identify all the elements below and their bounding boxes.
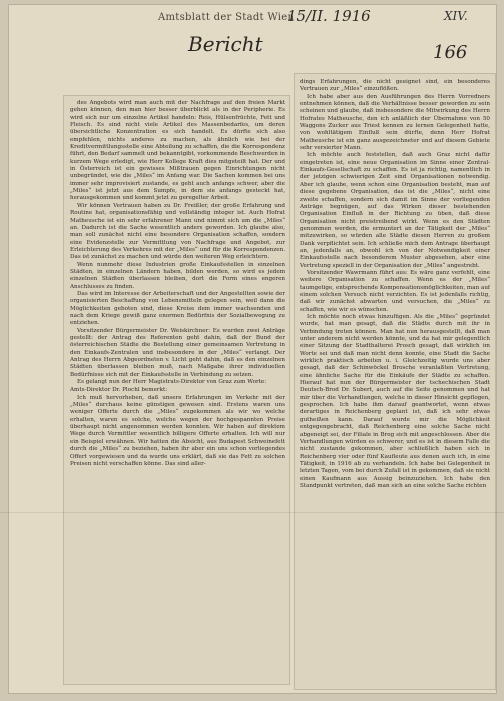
header-date: 15/II. 1916 xyxy=(287,7,371,25)
paragraph: Wir können Vertrauen haben zu Dr. Freißler, der große Erfahrung und Routine hat, organisationsfähig und vollständig integer ist. Auch Hofrat Matheusche ist ein sehr erfahrener Mann und nimmt sich um die „Miles“ an. Dadurch ist die Sache wesentlich anders geworden. Ich glaube also, man soll zunächst nicht eine besondere Organisation schaffen, sondern eine Evidenzstelle zur Vermittlung von Nachfrage und Angebot, zur Erleichterung des Verkehres mit der „Miles“ und für die Korrespondenzen. Das ist zunächst zu machen und würde den weiteren Weg erleichtern. xyxy=(70,202,285,261)
article-column-left xyxy=(70,100,285,680)
paper-fold-line xyxy=(0,512,504,513)
paragraph: des Angebots wird man auch mit der Nachfrage auf den freien Markt gehen können, den man hier besser überblickt als in der Peripherie. Es wird sich nur um einzelne Artikel handeln: Reis, Hülsenfrüchte, Fett und Fleisch. Es sind nicht viele Artikel des Massenbedarfes, um deren übersichtliche Konzentration es sich handelt. Es dürfte sich also empfehlen, nichts anderes zu machen, als ähnlich wie bei der Kreditvermittlungsstelle eine Abteilung zu schaffen, die die Korrespondenz führt, den Bedarf sammelt und bekanntgibt, vorkommende Beschwerden in kurzem Wege erledigt, wie Herr Kollege Kraft dies mitgeteilt hat. Der und in Österreich ist ein gewisses Mißtrauen gegen Einrichtungen nicht unbegründet, wie die „Miles“ im Anfang war. Die Sachen kommen bei uns immer sehr improvisiert zustande, es geht auch anfangs schwer, aber die „Miles“ ist jetzt aus dem Sumpfe, in dem sie anfangs gesteckt hat, herausgekommen und kommt jetzt zu geregelter Arbeit. xyxy=(70,100,285,202)
header-volume: XIV. xyxy=(444,9,468,23)
header-publication: Amtsblatt der Stadt Wien xyxy=(158,12,295,23)
paragraph: Ich muß hervorheben, daß unsere Erfahrungen im Verkehr mit der „Miles“ durchaus keine günstigen gewesen sind. Erstens waren uns weniger Offerte durch die „Miles“ zugekommen als wir wo welche erhalten, waren es solche, welche wegen der hochgespannten Preise überhaupt nicht angenommen werden konnten. Wir haben auf direktem Wege durch Vermittler wesentlich billigere Offerte erhalten. Ich will nur ein Beispiel erwähnen. Wir hatten die Absicht, aus Budapest Schweinefett durch die „Miles“ zu beziehen, haben ihr aber ein uns schon vorliegendes Offert vorgewiesen und da wurde uns erklärt, daß sie das Fett zu solchen Preisen nicht verschaffen könne. Das sind aller- xyxy=(70,394,285,467)
header-title: Bericht xyxy=(188,32,263,56)
paragraph: Vorsitzender Wawrmann führt aus: Es wäre ganz verfehlt, eine weitere Organisation zu schaffen. Wenn es der „Miles“ taumgetige, entsprechende Kompensationsmöglichkeiten, man auf einem solchen Versuch nicht verzichten. Es ist jedenfalls richtig, daß wir zunächst abwarten und versuchen, die „Miles“ zu schaffen, wie wir es wünschen. xyxy=(300,269,490,313)
paragraph: dings Erfahrungen, die nicht geeignet sind, ein besonderes Vertrauen zur „Miles“ einzuflößen. xyxy=(300,79,490,93)
paragraph: Ich möchte auch feststellen, daß auch Graz nicht dafür eingetreten ist, eine neue Organisation im Sinne einer Zentral-Einkaufs-Gesellschaft zu schaffen. Es ist ja richtig, namentlich in der jetzigen schwierigen Zeit sind Organisationen notwendig. Aber ich glaube, wenn schon eine Organisation besteht, man auf diese gegebene Organisation, das ist die „Miles“, nicht eine zweite schaffen, sondern sich damit im Sinne der vorliegenden Anträge begnügen, auf das Wirken dieser bestehenden Organisation Einfluß in der Richtung zu üben, daß diese Organisation nicht preistreibend wirkt. Wenn es den Städten genommen werden, die ermuntert an der Tätigkeit der „Miles“ mitzuwirken, so würden alle Städte diesen Herren zu großem Dank verpflichtet sein. Ich schließe mich dem Antrage überhaupt an, jedenfalls an, obwohl ich von der Notwendigkeit einer Einkaufsstelle nach besonderem Muster abgesehen, aber eine Vertretung speziell in der Organisation der „Miles“ angestrebt. xyxy=(300,152,490,269)
article-column-right xyxy=(300,78,490,684)
paragraph: Das wird im Interesse der Arbeiterschaft und der Angestellten sowie der organisierten Beschaffung von Lebensmitteln gelegen sein, weil dann die Möglichkeiten geboten sind, diese Kreise dem immer wachsenden und nach dem Kriege gewiß ganz enormen Bedürfnis der Sozialbewegung zu entziehen. xyxy=(70,290,285,327)
paragraph: Ich habe aber aus den Ausführungen des Herrn Vorredners entnehmen können, daß die Verhältnisse besser geworden zu sein scheinen und glaube, daß insbesondere die Mitwirkung des Herrn Hofrates Matheusche, den ich anläßlich der Übernahme von 50 Waggons Zucker aus Triest kennen zu lernen Gelegenheit hatte, von wohltätigem Einfluß sein dürfte, denn Herr Hofrat Matheusche ist ein ganz ausgezeichneter und auf diesem Gebiete sehr versierter Mann. xyxy=(300,93,490,152)
paragraph: Wenn nunmehr diese Industrien große Einkaufsstellen in einzelnen Städten, in einzelnen Ländern haben, bilden werden, so wird es jedem einzelnen Städten überlassen bleiben, dort die Form eines engeren Anschlusses zu finden. xyxy=(70,261,285,290)
paragraph: Es gelangt nun der Herr Magistrats-Direktor von Graz zum Worte: xyxy=(77,379,267,386)
speaker-heading: Amts-Direktor Dr. Plochl bemerkt: xyxy=(70,387,168,394)
paragraph: Ich möchte noch etwas hinzufügen. Als die „Miles“ gegründet wurde, hat man gesagt, daß die Städte durch mit ihr in Verbindung treten können. Man hat nun herausgestellt, daß man unter anderem nicht werden könnte, und da hat mir gelegentlich einer Sitzung der Stadthalterei Prosch gesagt, daß wirklich im Worte sei und daß man nicht denn konnte, eine Stadt die Sache wirklich praktisch arbeiten u. i. Gleichzeitig wurde uns aber gesagt, daß der Schinwöckel Brosche veranlaßten Vertretung, eine ähnliche Sache für die Einkäufe der Städte zu schaffen. Hierauf hat nun der Bürgermeister der tschechischen Stadt Deutsch-Brod Dr. Subert, auch auf die Seite genommen und hat mir über die Verhandlungen, welche in dieser Hinsicht gepflogen, gesprochen. Ich habe ihm darauf geantwortet, wenn etwas derartiges in Reichenberg geplant ist, daß ich sehr etwas gutheißen kann. Darauf wurde mir die Möglichkeit entgegengebracht, daß Reichenberg eine solche Sache nicht abgeneigt sei, der Filiale in Brog sich mit angeschlossen. Aber die Verhandlungen würden es schwerer, und es ist in diesem Falle die nicht zustande gekommen, aber schließlich haben sich in Reichenberg vier oder fünf Kaufleute aus denen auch ich, in eine Tätigkeit, in 1916 ab zu verhandeln. Ich habe bei Gelegenheit in letzten Tagen, vom bei durch Zufall ist in gekommen, daß sie nicht einen Kaufmann aus Aussig beinzuziehen. Ich habe den Standpunkt vertreten, daß man sich an eine solche Sache richten xyxy=(300,314,490,489)
header-page-number: 166 xyxy=(433,42,468,63)
paragraph: Vorsitzender Bürgermeister Dr. Weiskirchner: Es wurden zwei Anträge gestellt: der Antrag des Referenten geht dahin, daß der Bund der österreichischen Städte die Bestellung einer gemeinsamen Vertretung in den Einkaufs-Zentralen und insbesondere in der „Miles“ verlangt. Der Antrag des Herrn Abgeordneten v. Licht geht dahin, daß es den einzelnen Städten überlassen bleiben muß, nach Maßgabe ihrer individuellen Bedürfnisse sich mit der Einkaufsstelle in Verbindung zu setzen. xyxy=(70,327,285,378)
